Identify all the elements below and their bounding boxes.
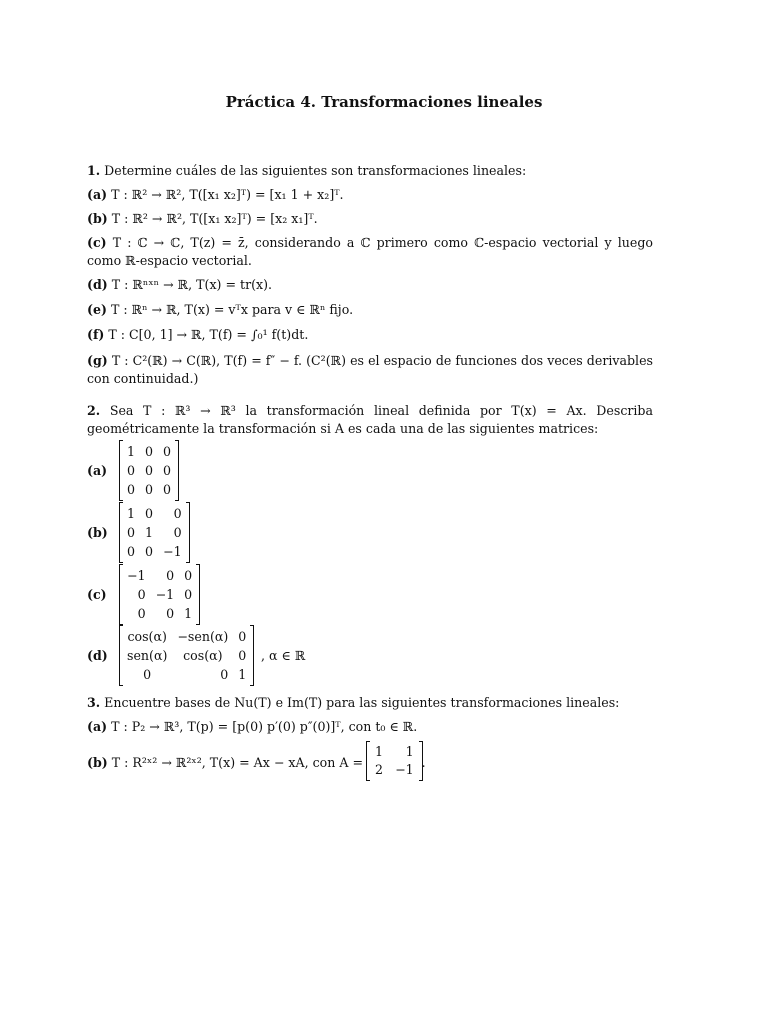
item-text: T : R²ˣ² → ℝ²ˣ², T(x) = Ax − xA, con A = [111,755,364,770]
item-text: T : C²(ℝ) → C(ℝ), T(f) = f″ − f. (C²(ℝ) es el espacio de funciones dos veces derivables con continuidad.) [87,353,653,386]
exercise-3-intro [87,694,653,712]
item-label: (b) [87,525,108,540]
item-text: T : P₂ → ℝ³, T(p) = [p(0) p′(0) p″(0)]ᵀ, con t₀ ∈ ℝ. [111,719,418,734]
item-text: T : ℝⁿ → ℝ, T(x) = vᵀx para v ∈ ℝⁿ fijo. [110,302,354,317]
exercise-1-item-c [87,234,653,270]
item-text: T : C[0, 1] → ℝ, T(f) = ∫₀¹ f(t)dt. [108,327,309,342]
item-label: (d) [87,277,108,292]
exercise-3-item-b [87,742,653,785]
exercise-2-intro [87,402,653,438]
matrix-suffix: , α ∈ ℝ [261,648,306,663]
exercise-number: 2. [87,403,101,418]
item-label: (b) [87,211,108,226]
item-label: (c) [87,235,107,250]
exercise-text: Determine cuáles de las siguientes son transformaciones lineales: [104,163,527,178]
matrix: 1 0 0 0 0 0 0 0 0 [120,441,178,505]
exercise-1-item-e [87,301,653,319]
exercise-1-intro [87,162,653,180]
matrix: −1 0 0 0 −1 0 0 0 1 [120,565,199,629]
item-label: (e) [87,302,107,317]
matrix: cos(α) −sen(α) 0 sen(α) cos(α) 0 0 0 1 [120,626,253,690]
exercise-number: 3. [87,695,101,710]
item-label: (a) [87,719,108,734]
exercise-2-matrix-d [87,626,447,686]
exercise-1-item-g [87,352,653,388]
item-label: (d) [87,648,108,663]
exercise-1-item-b [87,210,653,228]
item-label: (b) [87,755,108,770]
page-title: Práctica 4. Transformaciones lineales [225,93,543,111]
exercise-1-item-a [87,186,653,204]
item-label: (a) [87,463,108,478]
matrix: 1 0 0 0 1 0 0 0 −1 [120,503,189,567]
exercise-text: Encuentre bases de Nu(T) e Im(T) para las siguientes transformaciones lineales: [104,695,620,710]
exercise-1-item-f [87,326,653,344]
item-suffix: . [421,755,426,770]
item-label: (f) [87,327,105,342]
item-text: T : ℝ² → ℝ², T([x₁ x₂]ᵀ) = [x₂ x₁]ᵀ. [111,211,318,226]
inline-matrix: 1 1 2 −1 [367,742,422,785]
exercise-text: Sea T : ℝ³ → ℝ³ la transformación lineal definida por T(x) = Ax. Describa geométricamente la transformación si A es cada una de las siguientes matrices: [87,403,653,436]
exercise-number: 1. [87,163,101,178]
item-label: (c) [87,587,107,602]
item-text: T : ℝ² → ℝ², T([x₁ x₂]ᵀ) = [x₁ 1 + x₂]ᵀ. [111,187,344,202]
item-label: (g) [87,353,108,368]
item-text: T : ℂ → ℂ, T(z) = z̄, considerando a ℂ primero como ℂ-espacio vectorial y luego como ℝ-espacio vectorial. [87,235,653,268]
exercise-3-item-a [87,718,653,736]
item-label: (a) [87,187,108,202]
item-text: T : ℝⁿˣⁿ → ℝ, T(x) = tr(x). [111,277,273,292]
exercise-1-item-d [87,276,653,294]
